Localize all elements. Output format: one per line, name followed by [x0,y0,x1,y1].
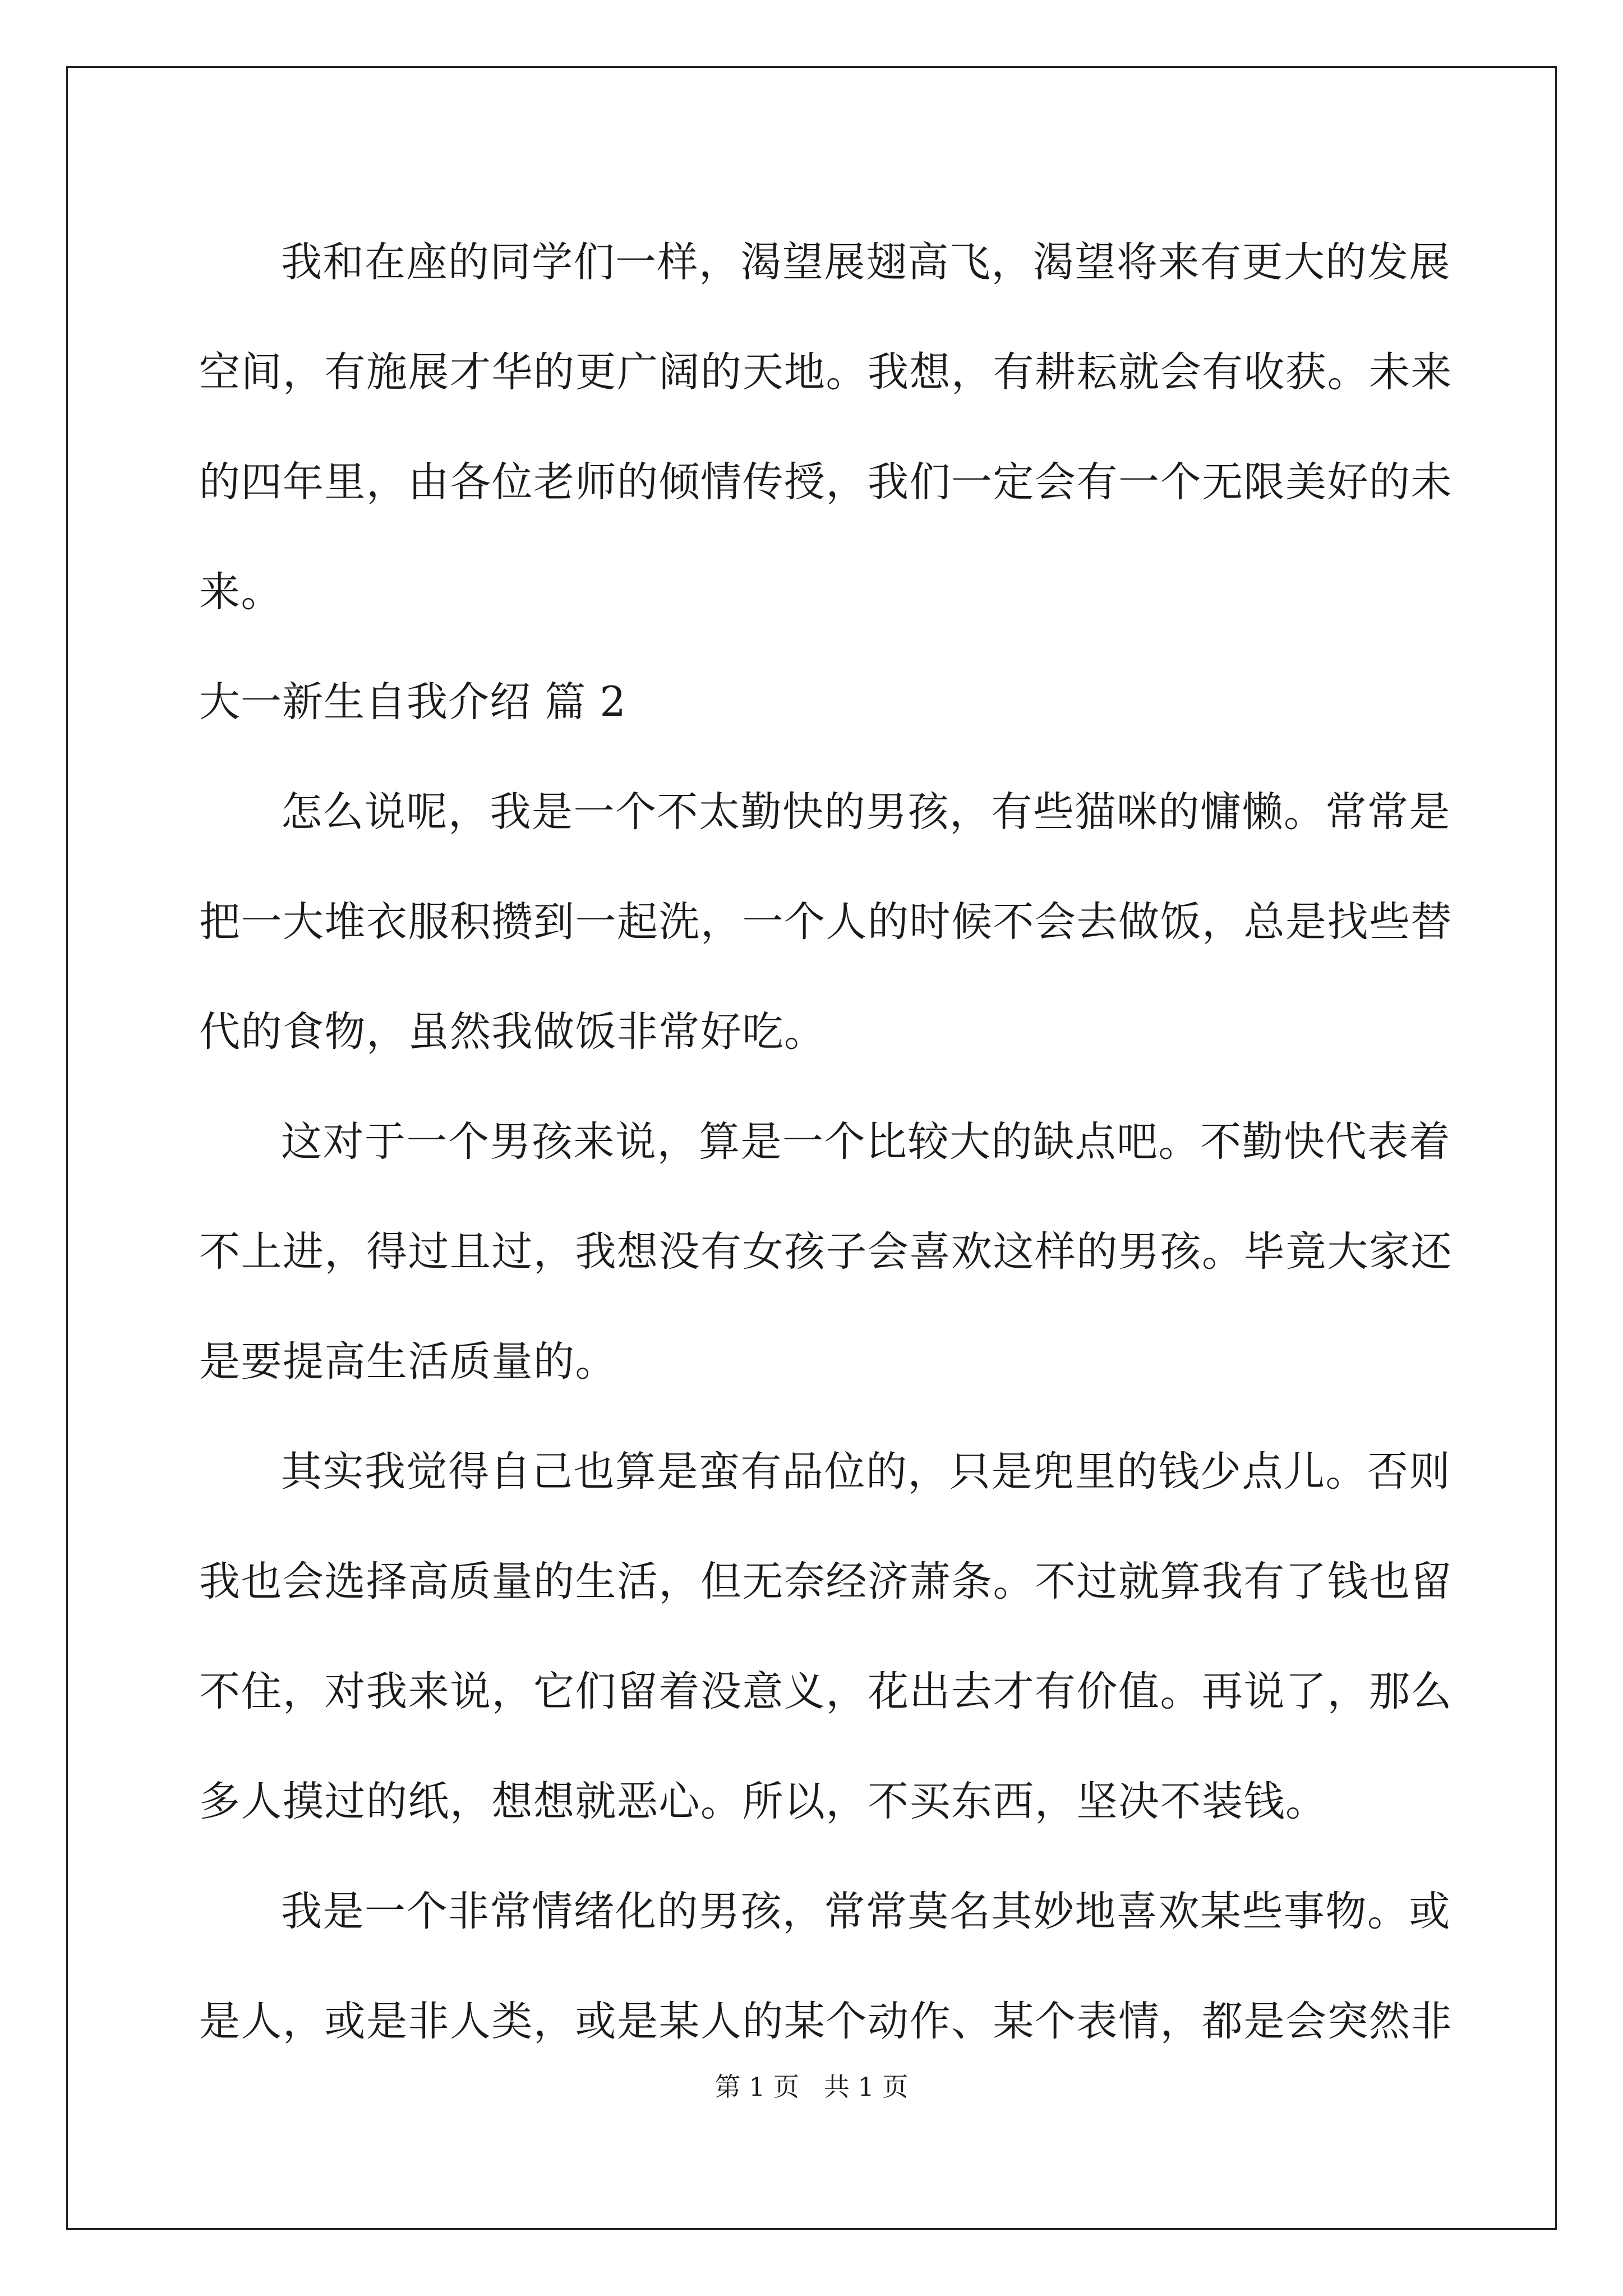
document-body [199,208,1453,2077]
text-line: 我和在座的同学们一样，渴望展翅高飞，渴望将来有更大的发展 [281,238,1451,286]
text-line: 多人摸过的纸，想想就恶心。所以，不买东西，坚决不装钱。 [199,1778,1327,1825]
text-line: 怎么说呢，我是一个不太勤快的男孩，有些猫咪的慵懒。常常是 [281,788,1451,836]
text-line: 来。 [199,568,283,616]
text-line: 代的食物，虽然我做饭非常好吃。 [199,1008,826,1056]
text-line: 是要提高生活质量的。 [199,1338,617,1386]
text-line: 这对于一个男孩来说，算是一个比较大的缺点吧。不勤快代表着 [281,1118,1451,1166]
text-line: 我是一个非常情绪化的男孩，常常莫名其妙地喜欢某些事物。或 [281,1888,1451,1935]
text-line: 不住，对我来说，它们留着没意义，花出去才有价值。再说了，那么 [199,1668,1453,1715]
text-line: 是人，或是非人类，或是某人的某个动作、某个表情，都是会突然非 [199,1998,1453,2045]
text-line: 其实我觉得自己也算是蛮有品位的，只是兜里的钱少点儿。否则 [281,1448,1451,1496]
section-heading: 大一新生自我介绍 篇 2 [199,678,626,726]
text-line: 把一大堆衣服积攒到一起洗，一个人的时候不会去做饭，总是找些替 [199,898,1453,946]
text-line: 空间，有施展才华的更广阔的天地。我想，有耕耘就会有收获。未来 [199,348,1453,396]
text-line: 不上进，得过且过，我想没有女孩子会喜欢这样的男孩。毕竟大家还 [199,1228,1453,1276]
page-footer: 第 1 页 共 1 页 [714,2072,909,2102]
text-line: 的四年里，由各位老师的倾情传授，我们一定会有一个无限美好的未 [199,458,1453,506]
text-line: 我也会选择高质量的生活，但无奈经济萧条。不过就算我有了钱也留 [199,1558,1453,1605]
